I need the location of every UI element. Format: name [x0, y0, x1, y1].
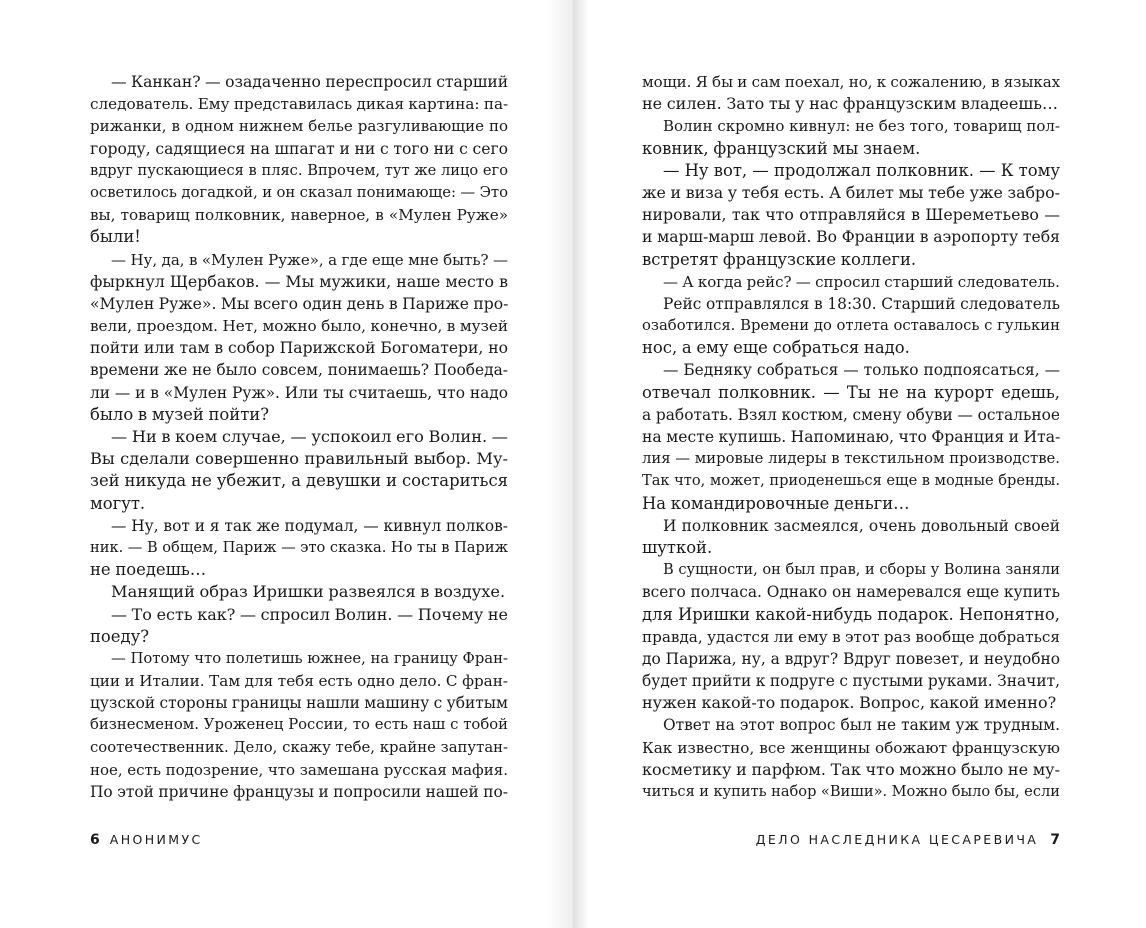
text-line: правда, удастся ли ему в этот раз вообще добраться [642, 627, 1060, 646]
right-page [573, 0, 1146, 928]
text-line: нос, а ему еще собраться надо. [642, 338, 910, 358]
text-line: нужен какой-то подарок. Вопрос, какой именно? [642, 693, 1057, 713]
text-line: осветилось догадкой, и он сказал понимающе: — Это [90, 183, 508, 201]
text-line: — Ну, вот и я так же подумал, — кивнул полков- [111, 516, 508, 535]
text-line: зей никуда не убежит, а девушки и состариться [90, 471, 508, 491]
text-line: мощи. Я бы и сам поехал, но, к сожалению, в языках [642, 73, 1061, 91]
text-line: лия — мировые лидеры в текстильном производстве. [642, 450, 1060, 468]
right-page-footer [756, 832, 1060, 848]
text-line: ник. — В общем, Париж — это сказка. Но ты в Париж [90, 538, 508, 556]
right-page-text [642, 71, 1060, 803]
text-line: всего полчаса. Однако он намеревался еще купить [642, 583, 1060, 602]
text-line: фыркнул Щербаков. — Мы мужики, наше место в [90, 271, 508, 291]
text-line: Как известно, все женщины обожают французскую [642, 738, 1060, 757]
text-line: нировали, так что отправляйся в Шереметьево — [642, 205, 1060, 225]
text-line: — То есть как? — спросил Волин. — Почему не [111, 604, 508, 624]
text-line: цузской стороны границы нашли машину с убитым [90, 694, 508, 713]
text-line: Так что, может, приоденешься еще в модные бренды. [642, 472, 1060, 490]
text-line: Ответ на этот вопрос был не таким уж трудным. [663, 716, 1060, 735]
text-line: бизнесменом. Уроженец России, то есть наш с тобой [90, 716, 508, 734]
text-line: будет прийти к подруге с пустыми руками. Значит, [642, 672, 1060, 691]
text-line: Рейс отправлялся в 18:30. Старший следователь [663, 294, 1060, 313]
text-line: встретят французские коллеги. [642, 249, 917, 269]
text-line: ное, есть подозрение, что замешана русская мафия. [90, 760, 508, 779]
text-line: городу, садящиеся на шпагат и ни с того ни с сего [90, 139, 508, 158]
text-line: времени же не было совсем, понимаешь? Пообеда- [90, 361, 508, 380]
running-head-title: ДЕЛО НАСЛЕДНИКА ЦЕСАРЕВИЧА [755, 832, 1039, 847]
text-line: По этой причине французы и попросили нашей по- [90, 783, 508, 801]
text-line: было в музей пойти? [90, 404, 270, 424]
text-line: ковник, французский мы знаем. [642, 138, 921, 158]
text-line: Манящий образ Иришки развеялся в воздухе. [111, 582, 506, 602]
text-line: Вы сделали совершенно правильный выбор. Му- [90, 449, 508, 469]
text-line: И полковник засмеялся, очень довольный своей [663, 516, 1060, 535]
text-line: ции и Италии. Там для тебя есть одно дело. С фран- [90, 672, 508, 691]
text-line: — Ну вот, — продолжал полковник. — К тому [663, 160, 1060, 180]
text-line: шуткой. [642, 537, 713, 557]
page-number: 6 [90, 832, 100, 848]
text-line: не силен. Зато ты у нас французским владеешь… [642, 94, 1058, 114]
text-line: отвечал полковник. — Ты не на курорт едешь, [642, 382, 1060, 402]
text-line: На командировочные деньги… [642, 493, 910, 513]
text-line: вдруг пускающиеся в пляс. Впрочем, тут же лицо его [90, 161, 508, 179]
text-line: Волин скромно кивнул: не без того, товарищ пол- [663, 117, 1060, 136]
text-line: на месте купишь. Напоминаю, что Франция и Ита- [642, 428, 1061, 446]
text-line: не поедешь… [90, 560, 207, 580]
text-line: — Ну, да, в «Мулен Руже», а где еще мне быть? — [111, 250, 508, 269]
text-line: и марш-марш левой. Во Франции в аэропорту тебя [642, 228, 1060, 247]
text-line: следователь. Ему представилась дикая картина: па- [90, 95, 509, 114]
text-line: соотечественник. Дело, скажу тебе, крайне запутан- [90, 738, 508, 756]
text-line: — А когда рейс? — спросил старший следователь. [663, 272, 1060, 291]
text-line: — Канкан? — озадаченно переспросил старший [111, 73, 509, 91]
text-line: — Ни в коем случае, — успокоил его Волин. — [111, 427, 508, 446]
text-line: озаботился. Времени до отлета оставалось с гулькин [642, 317, 1060, 335]
page-number: 7 [1050, 832, 1060, 848]
text-line: читься и купить набор «Виши». Можно было бы, если [642, 783, 1060, 800]
text-line: «Мулен Руже». Мы всего один день в Париже про- [90, 294, 509, 313]
left-gutter-shadow [547, 0, 573, 928]
text-line: могут. [90, 493, 146, 513]
text-line: а работать. Взял костюм, смену обуви — остальное [642, 405, 1060, 424]
running-head-author: АНОНИМУС [109, 832, 203, 847]
left-page-text [90, 71, 508, 803]
text-line: вы, товарищ полковник, наверное, в «Мулен Руже» [90, 206, 508, 225]
text-line: рижанки, в одном нижнем белье разгуливающие по [90, 117, 508, 136]
right-gutter-shadow [573, 0, 589, 928]
text-line: косметику и парфюм. Так что можно было не му- [642, 759, 1060, 779]
left-page-footer [90, 832, 203, 848]
text-line: В сущности, он был прав, и сборы у Волина заняли [663, 561, 1060, 579]
text-line: вели, проездом. Нет, можно было, конечно, в музей [90, 317, 508, 336]
text-line: поеду? [90, 626, 150, 646]
text-line: — Бедняку собраться — только подпоясаться, — [663, 361, 1060, 380]
text-line: же и виза у тебя есть. А билет мы тебе уже забро- [642, 182, 1060, 202]
text-line: были! [90, 227, 141, 247]
text-line: до Парижа, ну, а вдруг? Вдруг повезет, и неудобно [642, 649, 1060, 668]
text-line: — Потому что полетишь южнее, на границу Фран- [111, 649, 508, 667]
text-line: для Иришки какой-нибудь подарок. Непонятно, [642, 604, 1060, 624]
text-line: ли — и в «Мулен Руж». Или ты считаешь, что надо [90, 383, 508, 402]
text-line: пойти или там в собор Парижской Богоматери, но [90, 339, 508, 358]
